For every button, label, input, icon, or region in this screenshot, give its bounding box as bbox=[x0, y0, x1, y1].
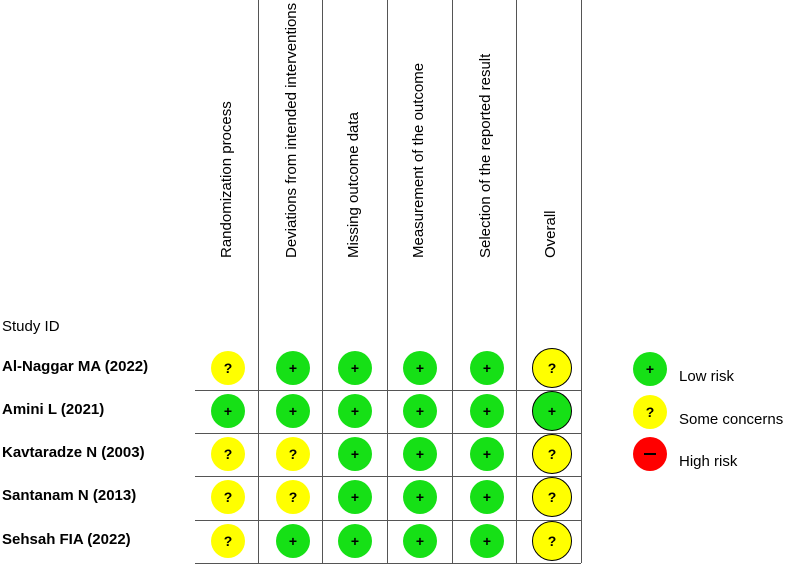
column-divider bbox=[258, 0, 259, 564]
row-divider bbox=[195, 433, 581, 434]
judgement-dot bbox=[211, 524, 245, 558]
plus-icon: + bbox=[547, 403, 557, 419]
question-icon: ? bbox=[547, 446, 557, 462]
judgement-dot bbox=[211, 394, 245, 428]
column-divider bbox=[387, 0, 388, 564]
legend-dot-high bbox=[633, 437, 667, 471]
domain-header-label: Deviations from intended interventions bbox=[283, 2, 300, 258]
judgement-dot bbox=[276, 351, 310, 385]
plus-icon: + bbox=[415, 360, 425, 376]
judgement-dot bbox=[470, 524, 504, 558]
judgement-dot bbox=[403, 394, 437, 428]
plus-icon: + bbox=[288, 403, 298, 419]
study-name: Santanam N (2013) bbox=[2, 487, 137, 504]
question-icon: ? bbox=[547, 360, 557, 376]
judgement-dot bbox=[211, 480, 245, 514]
plus-icon: + bbox=[288, 533, 298, 549]
legend-dot-low bbox=[633, 352, 667, 386]
judgement-dot bbox=[338, 524, 372, 558]
row-divider bbox=[195, 390, 581, 391]
plus-icon: + bbox=[482, 403, 492, 419]
question-icon: ? bbox=[645, 404, 655, 420]
row-divider bbox=[195, 520, 581, 521]
column-divider bbox=[322, 0, 323, 564]
overall-judgement-dot bbox=[532, 391, 572, 431]
legend-label-high: High risk bbox=[679, 453, 738, 470]
plus-icon: + bbox=[482, 533, 492, 549]
minus-icon bbox=[644, 453, 656, 455]
judgement-dot bbox=[276, 394, 310, 428]
judgement-dot bbox=[403, 351, 437, 385]
judgement-dot bbox=[470, 394, 504, 428]
judgement-dot bbox=[276, 437, 310, 471]
judgement-dot bbox=[470, 480, 504, 514]
plus-icon: + bbox=[350, 533, 360, 549]
judgement-dot bbox=[211, 437, 245, 471]
overall-judgement-dot bbox=[532, 434, 572, 474]
study-name: Sehsah FIA (2022) bbox=[2, 531, 131, 548]
plus-icon: + bbox=[223, 403, 233, 419]
domain-header-label: Randomization process bbox=[218, 101, 235, 258]
question-icon: ? bbox=[547, 533, 557, 549]
domain-header-label: Selection of the reported result bbox=[477, 53, 494, 258]
plus-icon: + bbox=[350, 489, 360, 505]
overall-judgement-dot bbox=[532, 521, 572, 561]
domain-header-label: Overall bbox=[542, 210, 559, 258]
study-id-label: Study ID bbox=[2, 318, 60, 335]
judgement-dot bbox=[276, 480, 310, 514]
plus-icon: + bbox=[415, 446, 425, 462]
question-icon: ? bbox=[547, 489, 557, 505]
legend-dot-some bbox=[633, 395, 667, 429]
plus-icon: + bbox=[482, 446, 492, 462]
legend-label-some: Some concerns bbox=[679, 411, 784, 428]
judgement-dot bbox=[276, 524, 310, 558]
judgement-dot bbox=[338, 437, 372, 471]
plus-icon: + bbox=[482, 360, 492, 376]
plus-icon: + bbox=[645, 361, 655, 377]
overall-judgement-dot bbox=[532, 348, 572, 388]
plus-icon: + bbox=[350, 360, 360, 376]
domain-header-label: Measurement of the outcome bbox=[410, 62, 427, 258]
plus-icon: + bbox=[415, 403, 425, 419]
plus-icon: + bbox=[350, 446, 360, 462]
judgement-dot bbox=[211, 351, 245, 385]
judgement-dot bbox=[403, 524, 437, 558]
domain-header-label: Missing outcome data bbox=[345, 112, 362, 258]
plus-icon: + bbox=[288, 360, 298, 376]
judgement-dot bbox=[338, 480, 372, 514]
column-divider bbox=[581, 0, 582, 563]
judgement-dot bbox=[403, 437, 437, 471]
plus-icon: + bbox=[415, 533, 425, 549]
row-divider bbox=[195, 476, 581, 477]
plus-icon: + bbox=[415, 489, 425, 505]
column-divider bbox=[516, 0, 517, 564]
legend-label-low: Low risk bbox=[679, 368, 735, 385]
question-icon: ? bbox=[223, 489, 233, 505]
study-name: Kavtaradze N (2003) bbox=[2, 444, 145, 461]
question-icon: ? bbox=[288, 446, 298, 462]
judgement-dot bbox=[338, 351, 372, 385]
study-name: Al-Naggar MA (2022) bbox=[2, 358, 149, 375]
question-icon: ? bbox=[223, 446, 233, 462]
plus-icon: + bbox=[482, 489, 492, 505]
judgement-dot bbox=[470, 351, 504, 385]
judgement-dot bbox=[470, 437, 504, 471]
question-icon: ? bbox=[223, 533, 233, 549]
question-icon: ? bbox=[223, 360, 233, 376]
judgement-dot bbox=[338, 394, 372, 428]
overall-judgement-dot bbox=[532, 477, 572, 517]
question-icon: ? bbox=[288, 489, 298, 505]
study-name: Amini L (2021) bbox=[2, 401, 105, 418]
judgement-dot bbox=[403, 480, 437, 514]
plus-icon: + bbox=[350, 403, 360, 419]
column-divider bbox=[452, 0, 453, 564]
